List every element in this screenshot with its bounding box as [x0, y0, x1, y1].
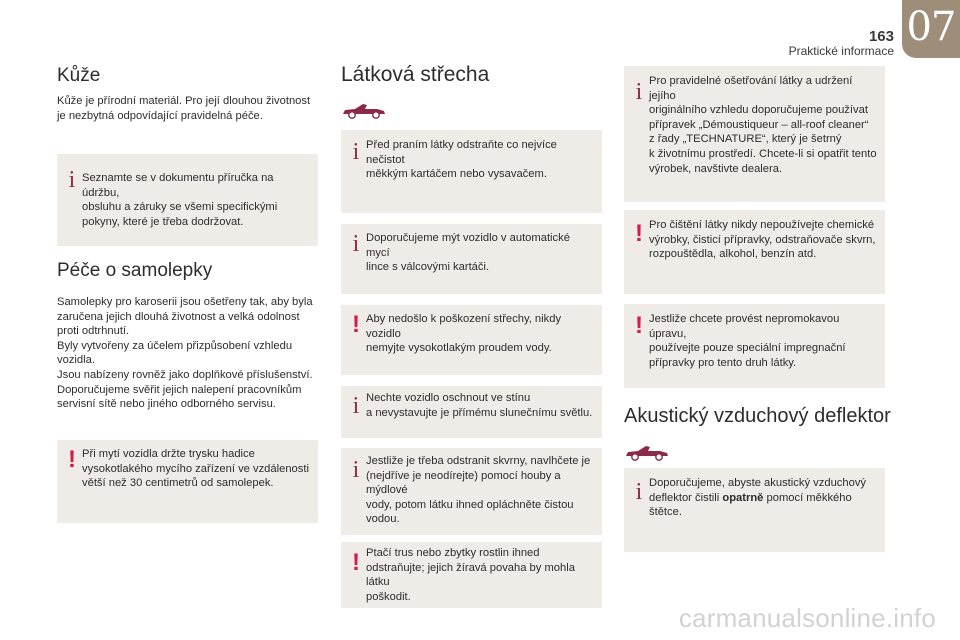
warning-icon: !	[635, 312, 643, 339]
note-text-end: pomocí měkkého štětce.	[649, 491, 852, 519]
kuze-paragraph: Kůže je přírodní materiál. Pro její dlouhou životnost je nezbytná odpovídající pravidelná péče.	[57, 95, 311, 122]
note-text: Pro pravidelné ošetřování látky a udržení jejího originálního vzhledu doporučujeme používat přípravek „Démoustiqueur – all-roof cleaner“ z řady „TECHNATURE“, který je šetrný k životnímu prostředí. Chcete-li si opatřit tento výrobek, navštivte dealera.	[649, 75, 877, 175]
note-text-emphasis: opatrně	[722, 491, 764, 504]
note-text: Doporučujeme mýt vozidlo v automatické mycí lince s válcovými kartáči.	[366, 232, 570, 274]
note-text: Před praním látky odstraňte co nejvíce nečistot měkkým kartáčem nebo vysavačem.	[366, 139, 557, 181]
note-text-start: Doporučujeme, abyste akustický vzduchový deflektor čistili	[649, 477, 867, 504]
watermark: carmanualsonline.info	[678, 603, 936, 633]
note-text: Jestliže chcete provést nepromokavou úpravu, používejte pouze speciální impregnační přípravky pro tento druh látky.	[649, 313, 846, 369]
info-note-deflektor	[624, 468, 885, 552]
info-icon: i	[635, 479, 643, 505]
warning-note-strecha-8	[624, 210, 885, 294]
note-text	[649, 476, 877, 520]
note-text: Ptačí trus nebo zbytky rostlin ihned odstraňujte; jejich žíravá povaha by mohla látku poškodit.	[366, 547, 575, 603]
warning-icon: !	[352, 311, 360, 338]
warning-icon: !	[635, 220, 643, 247]
warning-note-samolepky	[57, 440, 318, 523]
info-icon: i	[352, 231, 360, 257]
car-convertible-icon	[624, 443, 670, 461]
info-icon: i	[635, 79, 643, 105]
info-icon: i	[352, 457, 360, 483]
heading-samolepky: Péče o samolepky	[57, 260, 213, 281]
chapter-tab	[902, 0, 960, 58]
heading-latkova-strecha: Látková střecha	[341, 63, 490, 86]
info-note-strecha-5	[341, 448, 602, 535]
info-note-strecha-7	[624, 66, 885, 202]
chapter-number: 07	[906, 4, 956, 50]
warning-icon: !	[352, 549, 360, 576]
car-convertible-icon	[341, 101, 387, 119]
info-note-strecha-4	[341, 386, 602, 438]
warning-note-strecha-3	[341, 305, 602, 375]
info-icon: i	[352, 139, 360, 165]
note-text: Při mytí vozidla držte trysku hadice vysokotlakého mycího zařízení ve vzdálenosti větší než 30 centimetrů od samolepek.	[82, 448, 309, 490]
warning-note-strecha-6	[341, 542, 602, 608]
info-note-kuze	[57, 154, 318, 246]
info-icon: i	[68, 167, 76, 193]
info-note-strecha-1	[341, 130, 602, 213]
heading-kuze: Kůže	[57, 65, 101, 86]
warning-note-strecha-9	[624, 304, 885, 388]
info-note-strecha-2	[341, 224, 602, 294]
note-text: Pro čištění látky nikdy nepoužívejte chemické výrobky, čisticí přípravky, odstraňovače skvrn, rozpouštědla, alkohol, benzín atd.	[649, 219, 876, 261]
note-text: Nechte vozidlo oschnout ve stínu a nevystavujte je přímému slunečnímu světlu.	[366, 392, 593, 419]
note-text: Jestliže je třeba odstranit skvrny, navlhčete je (nejdříve je neodírejte) pomocí houby a mýdlové vody, potom látku ihned opláchněte čistou vodou.	[366, 455, 591, 526]
note-text: Seznamte se v dokumentu příručka na údržbu, obsluhu a záruky se všemi specifickými pokyny, které je třeba dodržovat.	[82, 172, 278, 228]
samolepky-paragraph: Samolepky pro karoserii jsou ošetřeny tak, aby byla zaručena jejich dlouhá životnost a velká odolnost proti odtrhnutí. Byly vytvořeny za účelem přizpůsobení vzhledu vozidla. Jsou nabízeny rovněž jako doplňkové příslušenství. Doporučujeme svěřit jejich nalepení pracovníkům servisní sítě nebo jiného odborného servisu.	[57, 296, 313, 411]
note-text: Aby nedošlo k poškození střechy, nikdy vozidlo nemyjte vysokotlakým proudem vody.	[366, 313, 562, 355]
heading-deflektor: Akustický vzduchový deflektor	[624, 405, 891, 427]
section-name: Praktické informace	[788, 44, 894, 58]
page-number: 163	[868, 28, 894, 45]
info-icon: i	[352, 393, 360, 419]
warning-icon: !	[68, 446, 76, 473]
